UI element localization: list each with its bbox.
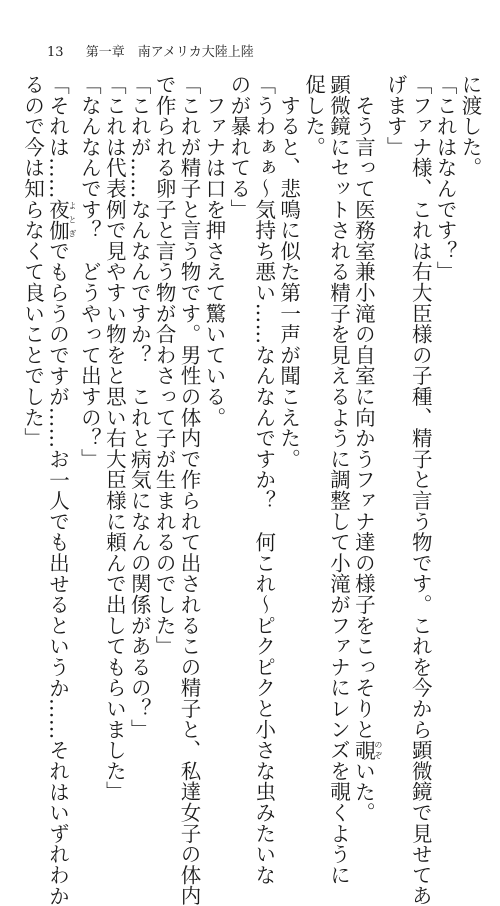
ruby-annotation: 覗のぞ [351,739,383,761]
text-line: 顕微鏡にセットされる精子を見えるように調整して小滝がファナにレンズを覗くように [326,74,351,886]
text-line: 「これが精子と言う物です。男性の体内で作られて出されるこの精子と、私達女子の体内 [177,74,202,906]
vertical-body-text [20,74,482,906]
text-line: すると、悲鳴に似た第一声が聞こえた。 [276,74,301,470]
text-line: そう言って医務室兼小滝の自室に向かうファナ達の様子をこっそりと覗のぞいた。 [351,74,383,823]
running-header [47,41,254,60]
text-line: 促した。 [301,74,326,158]
text-line: のが暴れてる」 [226,74,251,220]
ruby-annotation: 夜伽よとぎ [45,198,77,241]
text-line: るので今は知らなくて良いことでした」 [20,74,45,449]
text-line: 「ファナ様、これは右大臣様の子種、精子と言う物です。これを今から顕微鏡で見せてあ [408,74,433,906]
text-line: 「なんなんです？ どうやって出すの？」 [77,74,102,470]
page-number: 13 [47,45,64,60]
text-line: で作られる卵子と言う物が合わさって子が生まれるのでした」 [152,74,177,657]
text-line: 「うわぁぁ～気持ち悪い……なんなんですか？ 何これ～ピクピクと小さな虫みたいな [251,74,276,886]
chapter-title: 第一章 南アメリカ大陸上陸 [85,45,254,60]
text-line: 「これはなんです？」 [433,74,458,282]
text-line: 「それは……夜伽よとぎでもらうのですが……お一人でも出せるというか……それはいずれわか [45,74,77,906]
text-line: げます」 [383,74,408,158]
text-line: 「これは代表例で見やすい物をと思い右大臣様に頼んで出してもらいました」 [102,74,127,802]
text-line: 「これが……なんなんですか？ これと病気になんの関係があるの？」 [127,74,152,740]
text-line: ファナは口を押さえて驚いている。 [201,74,226,428]
text-line: に渡した。 [458,74,482,178]
